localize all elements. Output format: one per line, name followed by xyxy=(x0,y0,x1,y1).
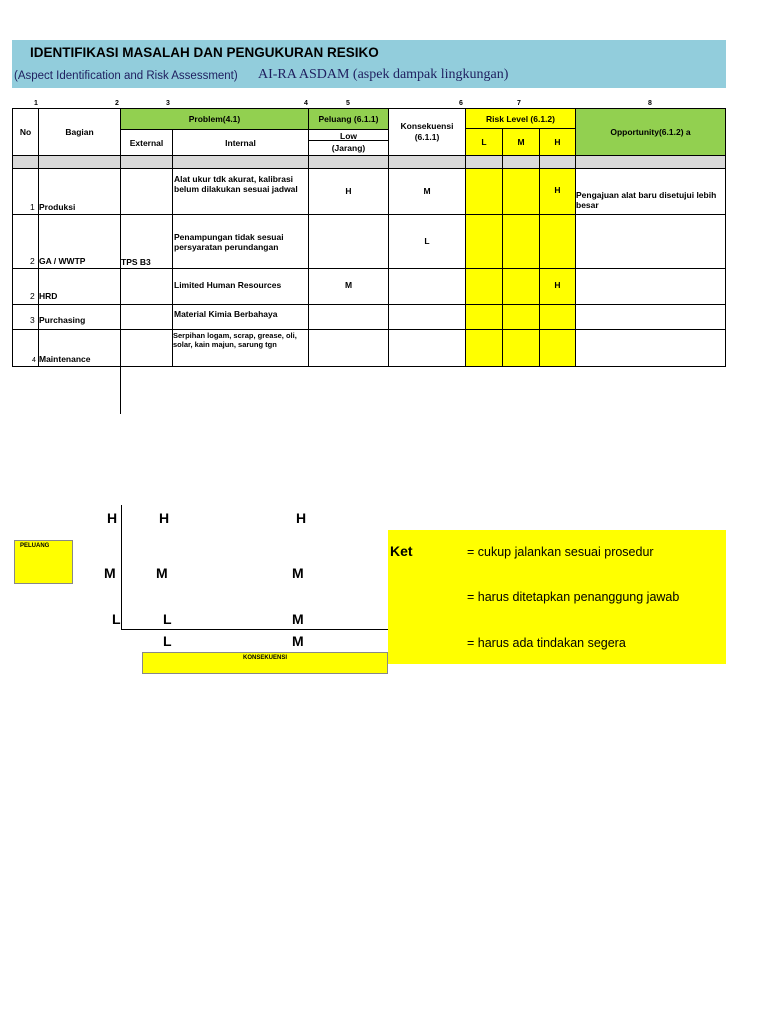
spacer-cell xyxy=(539,155,576,169)
row-peluang: H xyxy=(345,186,352,196)
matrix-cell: L xyxy=(163,611,172,627)
matrix-cell: M xyxy=(156,565,168,581)
row-internal: Serpihan logam, scrap, grease, oli, solar, kain majun, sarung tgn xyxy=(173,331,297,349)
risk-cell xyxy=(465,304,503,330)
risk-cell xyxy=(539,329,576,367)
row-peluang: M xyxy=(344,280,353,290)
peluang-box xyxy=(14,540,73,584)
header-peluang-jarang: (Jarang) xyxy=(308,140,389,156)
spacer-cell xyxy=(465,155,503,169)
matrix-cell: M xyxy=(292,611,304,627)
row-no: 3 xyxy=(30,315,35,325)
column-number: 7 xyxy=(517,100,521,107)
konsekuensi-label: KONSEKUENSI xyxy=(242,655,287,661)
konsekuensi-box xyxy=(142,652,388,674)
risk-cell xyxy=(502,329,540,367)
row-bagian: Maintenance xyxy=(39,354,91,364)
spacer-cell xyxy=(172,155,309,169)
risk-cell xyxy=(502,268,540,305)
row-bagian: Purchasing xyxy=(39,315,86,325)
row-internal: Material Kimia Berbahaya xyxy=(174,309,278,319)
table-cell xyxy=(575,214,726,269)
spacer-cell xyxy=(38,155,121,169)
spacer-cell xyxy=(388,155,466,169)
matrix-cell: H xyxy=(107,510,118,526)
table-cell xyxy=(308,304,389,330)
row-internal: Alat ukur tdk akurat, kalibrasi belum dilakukan sesuai jadwal xyxy=(174,174,298,194)
table-cell xyxy=(120,268,173,305)
risk-cell xyxy=(465,329,503,367)
risk-cell xyxy=(539,304,576,330)
header-konsekuensi xyxy=(388,108,466,156)
table-cell xyxy=(388,329,466,367)
risk-cell xyxy=(465,214,503,269)
risk-cell xyxy=(502,214,540,269)
spacer-cell xyxy=(120,155,173,169)
header-internal: Internal xyxy=(172,129,309,156)
column-number: 2 xyxy=(115,100,119,107)
header-konsekuensi-label: Konsekuensi xyxy=(400,121,454,131)
table-cell xyxy=(388,268,466,305)
matrix-axis-label: M xyxy=(292,633,304,649)
spacer-cell xyxy=(502,155,540,169)
risk-cell xyxy=(502,304,540,330)
row-bagian: Produksi xyxy=(39,202,76,212)
table-cell xyxy=(120,168,173,215)
peluang-label: PELUANG xyxy=(20,543,50,549)
table-cell xyxy=(120,304,173,330)
row-opportunity: Pengajuan alat baru disetujui lebih besar xyxy=(576,190,717,210)
page-subtitle-serif: AI-RA ASDAM (aspek dampak lingkungan) xyxy=(258,67,509,82)
column-number: 5 xyxy=(346,100,350,107)
table-cell xyxy=(575,304,726,330)
row-konsekuensi: M xyxy=(423,186,431,196)
row-risk-h: H xyxy=(554,280,561,290)
row-konsekuensi: L xyxy=(424,236,430,246)
header-risk-m: M xyxy=(502,128,540,156)
table-cell xyxy=(308,214,389,269)
matrix-cell: M xyxy=(104,565,116,581)
header-no: No xyxy=(12,108,39,156)
row-no: 2 xyxy=(30,291,35,301)
row-risk-h: H xyxy=(554,185,561,195)
matrix-cell: H xyxy=(159,510,170,526)
header-peluang-low: Low xyxy=(308,129,389,141)
header-konsekuensi-num: (6.1.1) xyxy=(414,132,440,142)
spacer-cell xyxy=(308,155,389,169)
matrix-y-axis xyxy=(121,505,122,629)
row-external: TPS B3 xyxy=(121,257,151,267)
legend-item: = harus ada tindakan segera xyxy=(467,636,626,650)
divider xyxy=(120,367,121,414)
header-risk-level: Risk Level (6.1.2) xyxy=(465,108,576,129)
page-subtitle: (Aspect Identification and Risk Assessment) xyxy=(14,70,238,82)
risk-cell xyxy=(502,168,540,215)
matrix-cell: L xyxy=(112,611,121,627)
row-no: 1 xyxy=(30,202,35,212)
header-opportunity: Opportunity(6.1.2) a xyxy=(575,108,726,156)
legend-item: = harus ditetapkan penanggung jawab xyxy=(467,590,680,604)
spacer-cell xyxy=(12,155,39,169)
risk-cell xyxy=(465,268,503,305)
header-risk-l: L xyxy=(465,128,503,156)
column-number: 1 xyxy=(34,100,38,107)
row-bagian: GA / WWTP xyxy=(39,256,86,266)
row-bagian: HRD xyxy=(39,291,58,301)
column-number: 8 xyxy=(648,100,652,107)
column-number: 3 xyxy=(166,100,170,107)
header-bagian: Bagian xyxy=(38,108,121,156)
column-number: 4 xyxy=(304,100,308,107)
header-problem: Problem(4.1) xyxy=(120,108,309,130)
column-number: 6 xyxy=(459,100,463,107)
table-cell xyxy=(575,329,726,367)
matrix-cell: H xyxy=(296,510,307,526)
matrix-x-axis xyxy=(121,629,389,630)
row-internal: Penampungan tidak sesuai persyaratan perundangan xyxy=(174,232,284,252)
header-risk-h: H xyxy=(539,128,576,156)
row-internal: Limited Human Resources xyxy=(174,280,282,290)
table-cell xyxy=(575,268,726,305)
header-external: External xyxy=(120,129,173,156)
table-cell xyxy=(388,304,466,330)
row-no: 4 xyxy=(32,357,36,364)
page-title: IDENTIFIKASI MASALAH DAN PENGUKURAN RESIKO xyxy=(30,45,379,60)
risk-cell xyxy=(465,168,503,215)
header-peluang: Peluang (6.1.1) xyxy=(308,108,389,130)
table-cell xyxy=(120,329,173,367)
legend-title: Ket xyxy=(390,543,413,559)
matrix-cell: M xyxy=(292,565,304,581)
table-cell xyxy=(308,329,389,367)
spacer-cell xyxy=(575,155,726,169)
matrix-axis-label: L xyxy=(163,633,172,649)
legend-item: = cukup jalankan sesuai prosedur xyxy=(467,545,654,559)
risk-cell xyxy=(539,214,576,269)
row-no: 2 xyxy=(30,256,35,266)
